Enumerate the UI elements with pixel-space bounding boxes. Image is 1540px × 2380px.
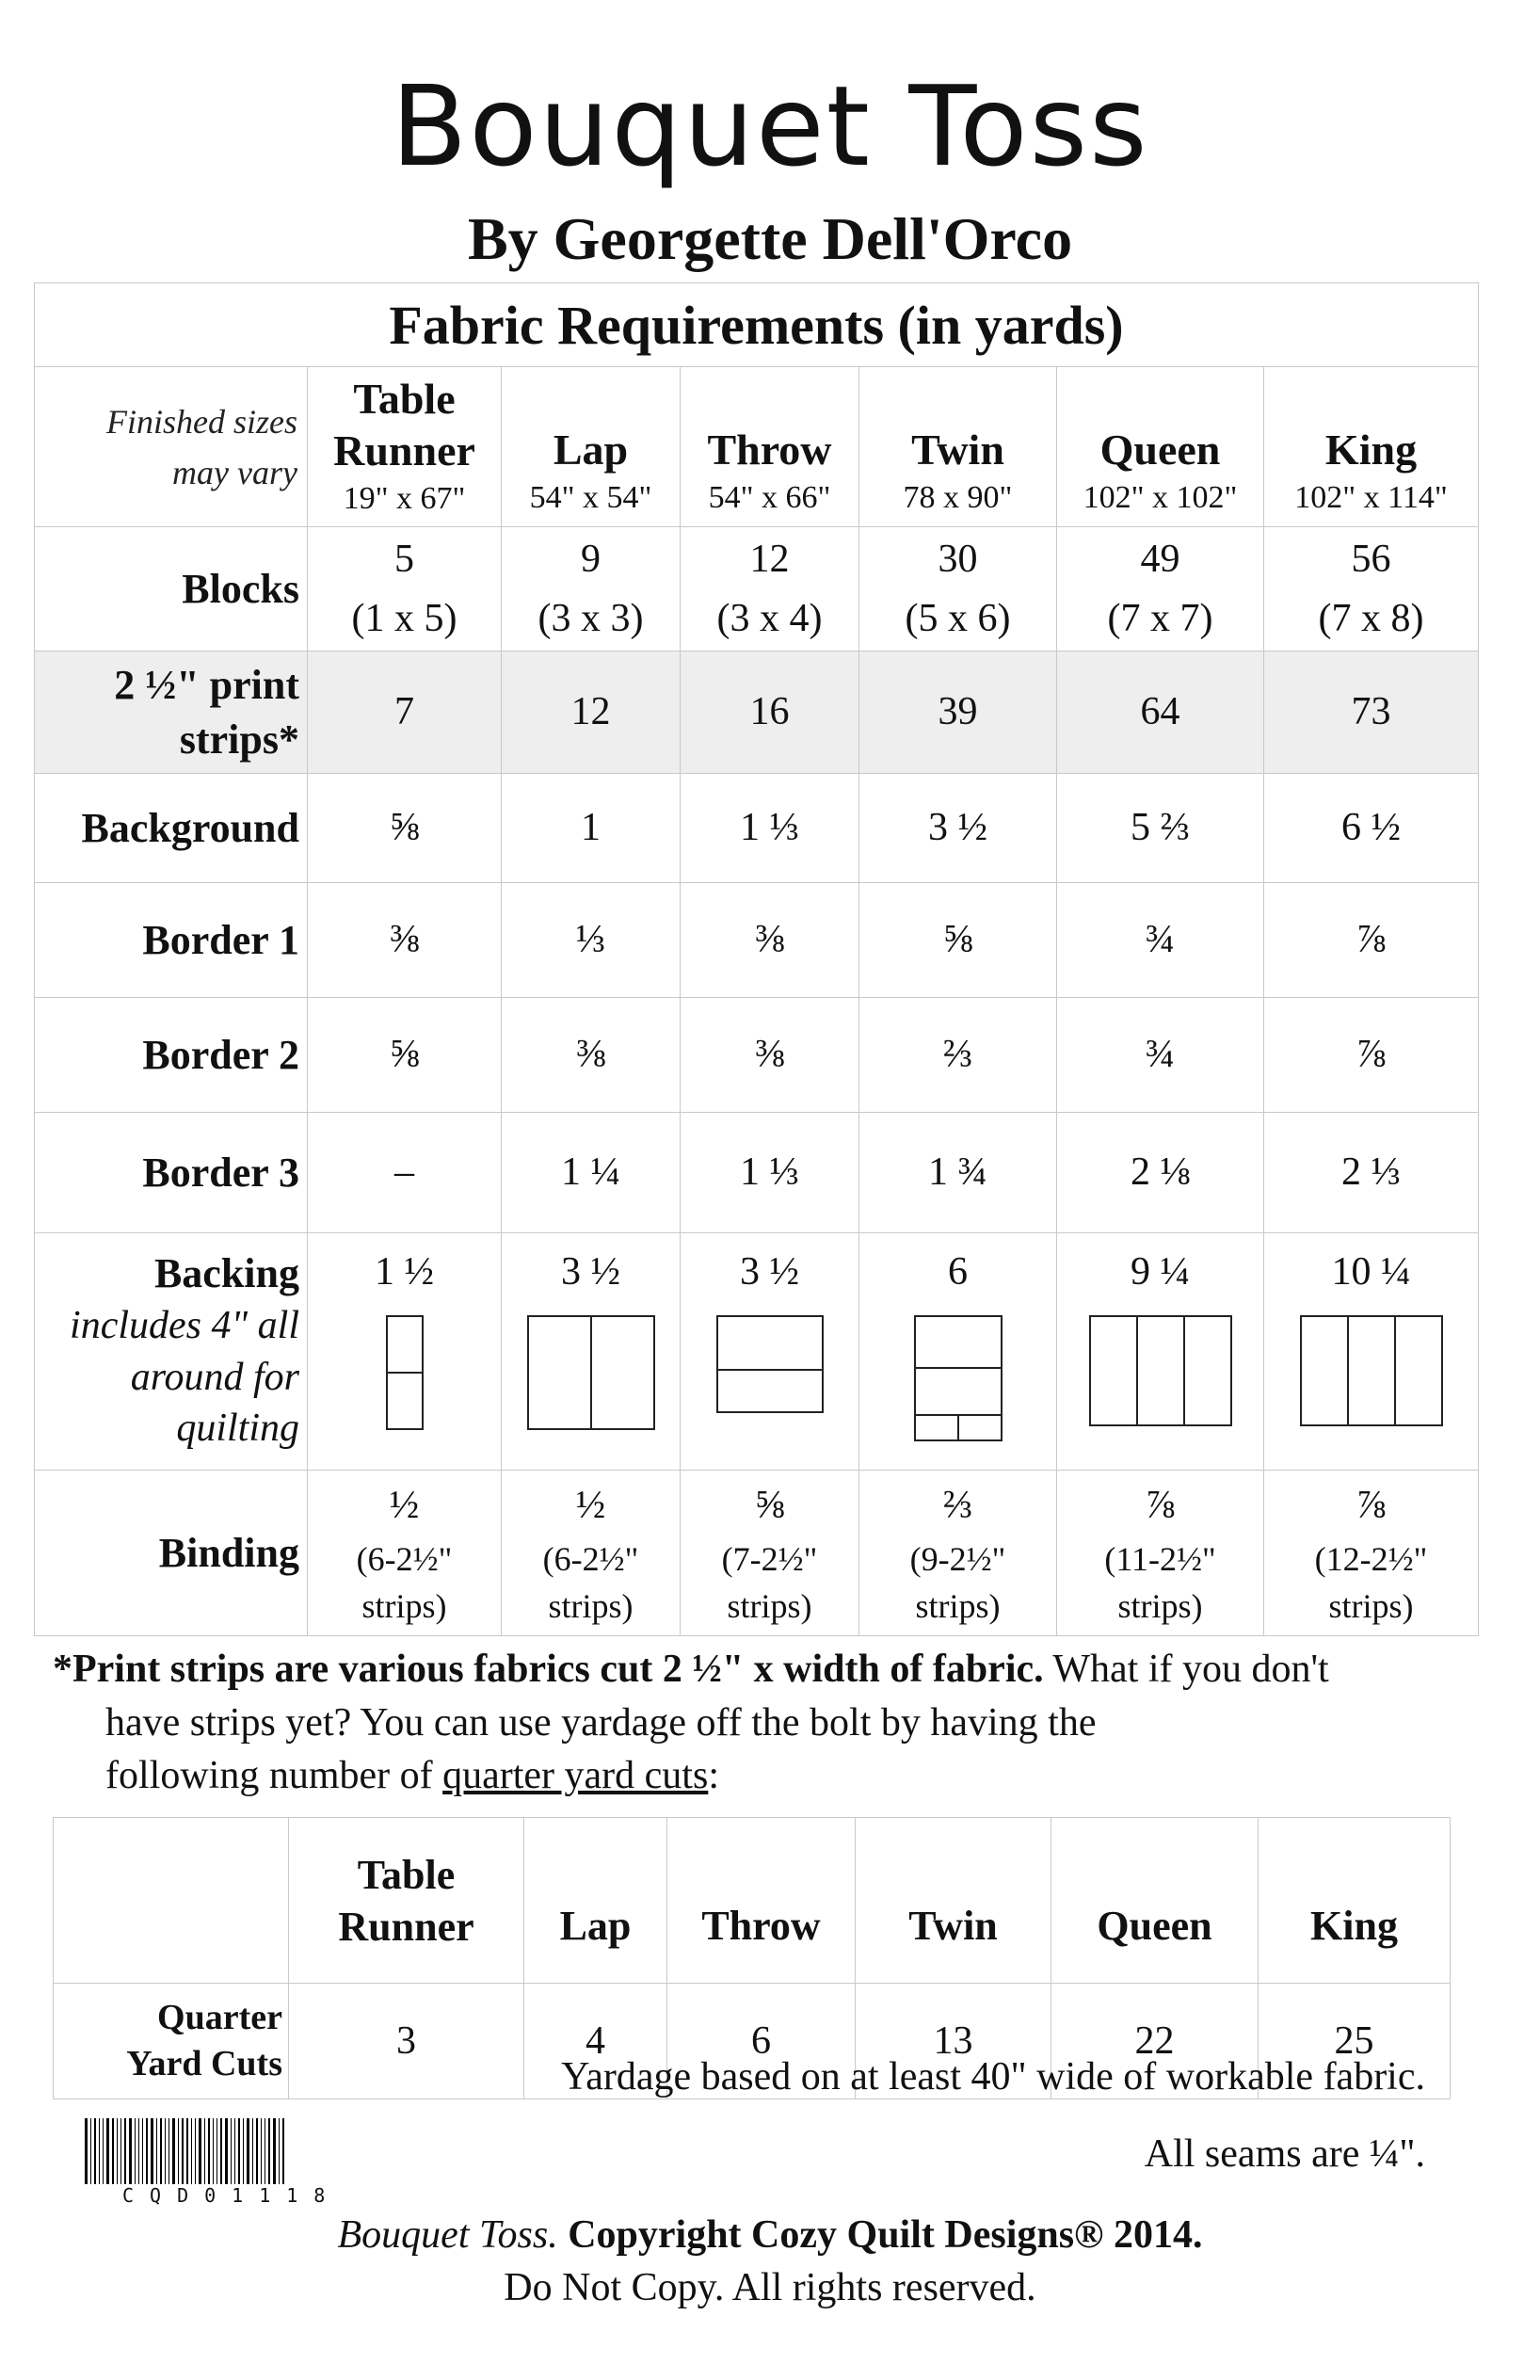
- backing-diagram-twin: [914, 1315, 1003, 1441]
- print-strips-cell: 73: [1264, 651, 1479, 774]
- barcode-bar: [273, 2118, 276, 2184]
- border3-cell: 2 ⅓: [1264, 1113, 1479, 1233]
- barcode-bar: [182, 2118, 184, 2184]
- barcode-bar: [282, 2118, 284, 2184]
- barcode-bars: [85, 2118, 386, 2184]
- barcode-bar: [165, 2118, 166, 2184]
- barcode-bar: [213, 2118, 214, 2184]
- designer-byline: By Georgette Dell'Orco: [467, 205, 1073, 272]
- background-row: [35, 774, 1479, 883]
- quarter-cell: 25: [1259, 1984, 1451, 2099]
- quarter-cell: 13: [856, 1984, 1051, 2099]
- quarter-yard-cuts-label: Quarter Yard Cuts: [54, 1984, 289, 2099]
- blocks-cell: 49 (7 x 7): [1057, 527, 1264, 651]
- border2-cell: ⅔: [859, 998, 1057, 1113]
- border2-cell: ⅜: [502, 998, 681, 1113]
- border2-row: [35, 998, 1479, 1113]
- barcode-bar: [252, 2118, 253, 2184]
- print-strips-cell: 39: [859, 651, 1057, 774]
- border1-cell: ⅞: [1264, 883, 1479, 998]
- quarter-col-queen: Queen: [1051, 1818, 1259, 1984]
- barcode-bar: [142, 2118, 143, 2184]
- barcode-bar: [195, 2118, 196, 2184]
- barcode-bar: [135, 2118, 136, 2184]
- barcode-bar: [112, 2118, 114, 2184]
- border3-cell: –: [308, 1113, 502, 1233]
- background-label: Background: [35, 774, 308, 883]
- blocks-label: Blocks: [35, 527, 308, 651]
- col-twin: Twin 78 x 90": [859, 367, 1057, 527]
- blocks-row: [35, 527, 1479, 651]
- barcode-bar: [117, 2118, 118, 2184]
- col-table-runner: Table Runner 19" x 67": [308, 367, 502, 527]
- table-caption: Fabric Requirements (in yards): [35, 283, 1479, 367]
- seams-note: All seams are ¼".: [1144, 2132, 1425, 2176]
- quarter-cell: 4: [524, 1984, 667, 2099]
- backing-cell: 1 ½: [308, 1233, 502, 1471]
- barcode-bar: [238, 2118, 240, 2184]
- barcode-bar: [129, 2118, 132, 2184]
- backing-diagram-king: [1300, 1315, 1443, 1426]
- barcode-bar: [160, 2118, 162, 2184]
- col-lap: Lap 54" x 54": [502, 367, 681, 527]
- border1-label: Border 1: [35, 883, 308, 998]
- backing-cell: 3 ½: [681, 1233, 859, 1471]
- border3-cell: 2 ⅛: [1057, 1113, 1264, 1233]
- yardage-note: Yardage based on at least 40" wide of workable fabric.: [561, 2055, 1425, 2099]
- barcode-bar: [168, 2118, 169, 2184]
- border2-cell: ⅞: [1264, 998, 1479, 1113]
- barcode-bar: [146, 2118, 148, 2184]
- barcode-bar: [247, 2118, 249, 2184]
- backing-diagram-throw: [716, 1315, 824, 1413]
- background-cell: 6 ½: [1264, 774, 1479, 883]
- blocks-cell: 9 (3 x 3): [502, 527, 681, 651]
- quarter-cell: 3: [289, 1984, 524, 2099]
- print-strips-cell: 16: [681, 651, 859, 774]
- background-cell: 1 ⅓: [681, 774, 859, 883]
- barcode-bar: [151, 2118, 153, 2184]
- col-queen: Queen 102" x 102": [1057, 367, 1264, 527]
- background-cell: 3 ½: [859, 774, 1057, 883]
- barcode: [85, 2118, 386, 2207]
- barcode-bar: [231, 2118, 232, 2184]
- print-strips-footnote: *Print strips are various fabrics cut 2 ½" x width of fabric. What if you don't have strips yet? You can use yardage off the bolt by having the following number of quarter yard cuts:: [53, 1648, 1329, 1798]
- quarter-yard-cuts-underline: quarter yard cuts: [442, 1754, 709, 1798]
- print-strips-cell: 64: [1057, 651, 1264, 774]
- barcode-bar: [106, 2118, 109, 2184]
- quarter-cell: 22: [1051, 1984, 1259, 2099]
- binding-cell: ⅔ (9-2½" strips): [859, 1471, 1057, 1636]
- barcode-bar: [85, 2118, 88, 2184]
- size-header-row: [35, 367, 1479, 527]
- barcode-bar: [156, 2118, 157, 2184]
- col-throw: Throw 54" x 66": [681, 367, 859, 527]
- binding-cell: ½ (6-2½" strips): [502, 1471, 681, 1636]
- border2-cell: ¾: [1057, 998, 1264, 1113]
- quarter-col-lap: Lap: [524, 1818, 667, 1984]
- backing-cell: 10 ¼: [1264, 1233, 1479, 1471]
- quarter-col-king: King: [1259, 1818, 1451, 1984]
- binding-cell: ⅞ (11-2½" strips): [1057, 1471, 1264, 1636]
- col-king: King 102" x 114": [1264, 367, 1479, 527]
- barcode-bar: [261, 2118, 262, 2184]
- binding-cell: ⅞ (12-2½" strips): [1264, 1471, 1479, 1636]
- binding-cell: ⅝ (7-2½" strips): [681, 1471, 859, 1636]
- border1-cell: ⅓: [502, 883, 681, 998]
- backing-diagram-lap: [527, 1315, 655, 1430]
- barcode-bar: [208, 2118, 210, 2184]
- print-strips-cell: 12: [502, 651, 681, 774]
- binding-label: Binding: [35, 1471, 308, 1636]
- quarter-cell: 6: [667, 1984, 856, 2099]
- quarter-header-row: [54, 1818, 1451, 1984]
- border1-row: [35, 883, 1479, 998]
- border1-cell: ⅜: [681, 883, 859, 998]
- print-strips-label: 2 ½" print strips*: [35, 651, 308, 774]
- barcode-bar: [186, 2118, 188, 2184]
- barcode-bar: [90, 2118, 91, 2184]
- barcode-bar: [191, 2118, 192, 2184]
- barcode-bar: [172, 2118, 175, 2184]
- binding-row: [35, 1471, 1479, 1636]
- border3-row: [35, 1113, 1479, 1233]
- blocks-cell: 30 (5 x 6): [859, 527, 1057, 651]
- pattern-title: Bouquet Toss: [391, 61, 1149, 191]
- border1-cell: ¾: [1057, 883, 1264, 998]
- barcode-bar: [124, 2118, 126, 2184]
- barcode-bar: [225, 2118, 228, 2184]
- barcode-bar: [138, 2118, 139, 2184]
- background-cell: 5 ⅔: [1057, 774, 1264, 883]
- border3-cell: 1 ¼: [502, 1113, 681, 1233]
- barcode-bar: [220, 2118, 222, 2184]
- backing-cell: 6: [859, 1233, 1057, 1471]
- quarter-corner: [54, 1818, 289, 1984]
- border1-cell: ⅝: [859, 883, 1057, 998]
- border3-label: Border 3: [35, 1113, 308, 1233]
- barcode-bar: [178, 2118, 179, 2184]
- background-cell: 1: [502, 774, 681, 883]
- binding-cell: ½ (6-2½" strips): [308, 1471, 502, 1636]
- border2-label: Border 2: [35, 998, 308, 1113]
- fabric-requirements-table: [34, 282, 1479, 1636]
- border2-cell: ⅜: [681, 998, 859, 1113]
- backing-diagram-table-runner: [386, 1315, 424, 1430]
- barcode-bar: [256, 2118, 258, 2184]
- border2-cell: ⅝: [308, 998, 502, 1113]
- backing-cell: 3 ½: [502, 1233, 681, 1471]
- blocks-cell: 12 (3 x 4): [681, 527, 859, 651]
- barcode-bar: [279, 2118, 280, 2184]
- blocks-cell: 56 (7 x 8): [1264, 527, 1479, 651]
- print-strips-row: [35, 651, 1479, 774]
- finished-sizes-note: Finished sizes may vary: [35, 367, 308, 527]
- quarter-col-twin: Twin: [856, 1818, 1051, 1984]
- barcode-text: CQD01118: [122, 2184, 342, 2207]
- barcode-bar: [234, 2118, 235, 2184]
- border1-cell: ⅜: [308, 883, 502, 998]
- barcode-bar: [103, 2118, 104, 2184]
- backing-cell: 9 ¼: [1057, 1233, 1264, 1471]
- barcode-bar: [199, 2118, 201, 2184]
- copyright-line: Bouquet Toss. Copyright Cozy Quilt Designs® 2014.: [337, 2213, 1203, 2257]
- barcode-bar: [268, 2118, 270, 2184]
- backing-diagram-queen: [1089, 1315, 1232, 1426]
- quarter-col-throw: Throw: [667, 1818, 856, 1984]
- background-cell: ⅝: [308, 774, 502, 883]
- barcode-bar: [204, 2118, 205, 2184]
- barcode-bar: [99, 2118, 100, 2184]
- backing-label: Backing includes 4" all around for quilting: [35, 1233, 308, 1471]
- blocks-cell: 5 (1 x 5): [308, 527, 502, 651]
- border3-cell: 1 ⅓: [681, 1113, 859, 1233]
- print-strips-cell: 7: [308, 651, 502, 774]
- backing-row: [35, 1233, 1479, 1471]
- barcode-bar: [94, 2118, 96, 2184]
- border3-cell: 1 ¾: [859, 1113, 1057, 1233]
- quarter-col-table-runner: Table Runner: [289, 1818, 524, 1984]
- barcode-bar: [243, 2118, 244, 2184]
- barcode-bar: [120, 2118, 121, 2184]
- rights-line: Do Not Copy. All rights reserved.: [504, 2266, 1036, 2309]
